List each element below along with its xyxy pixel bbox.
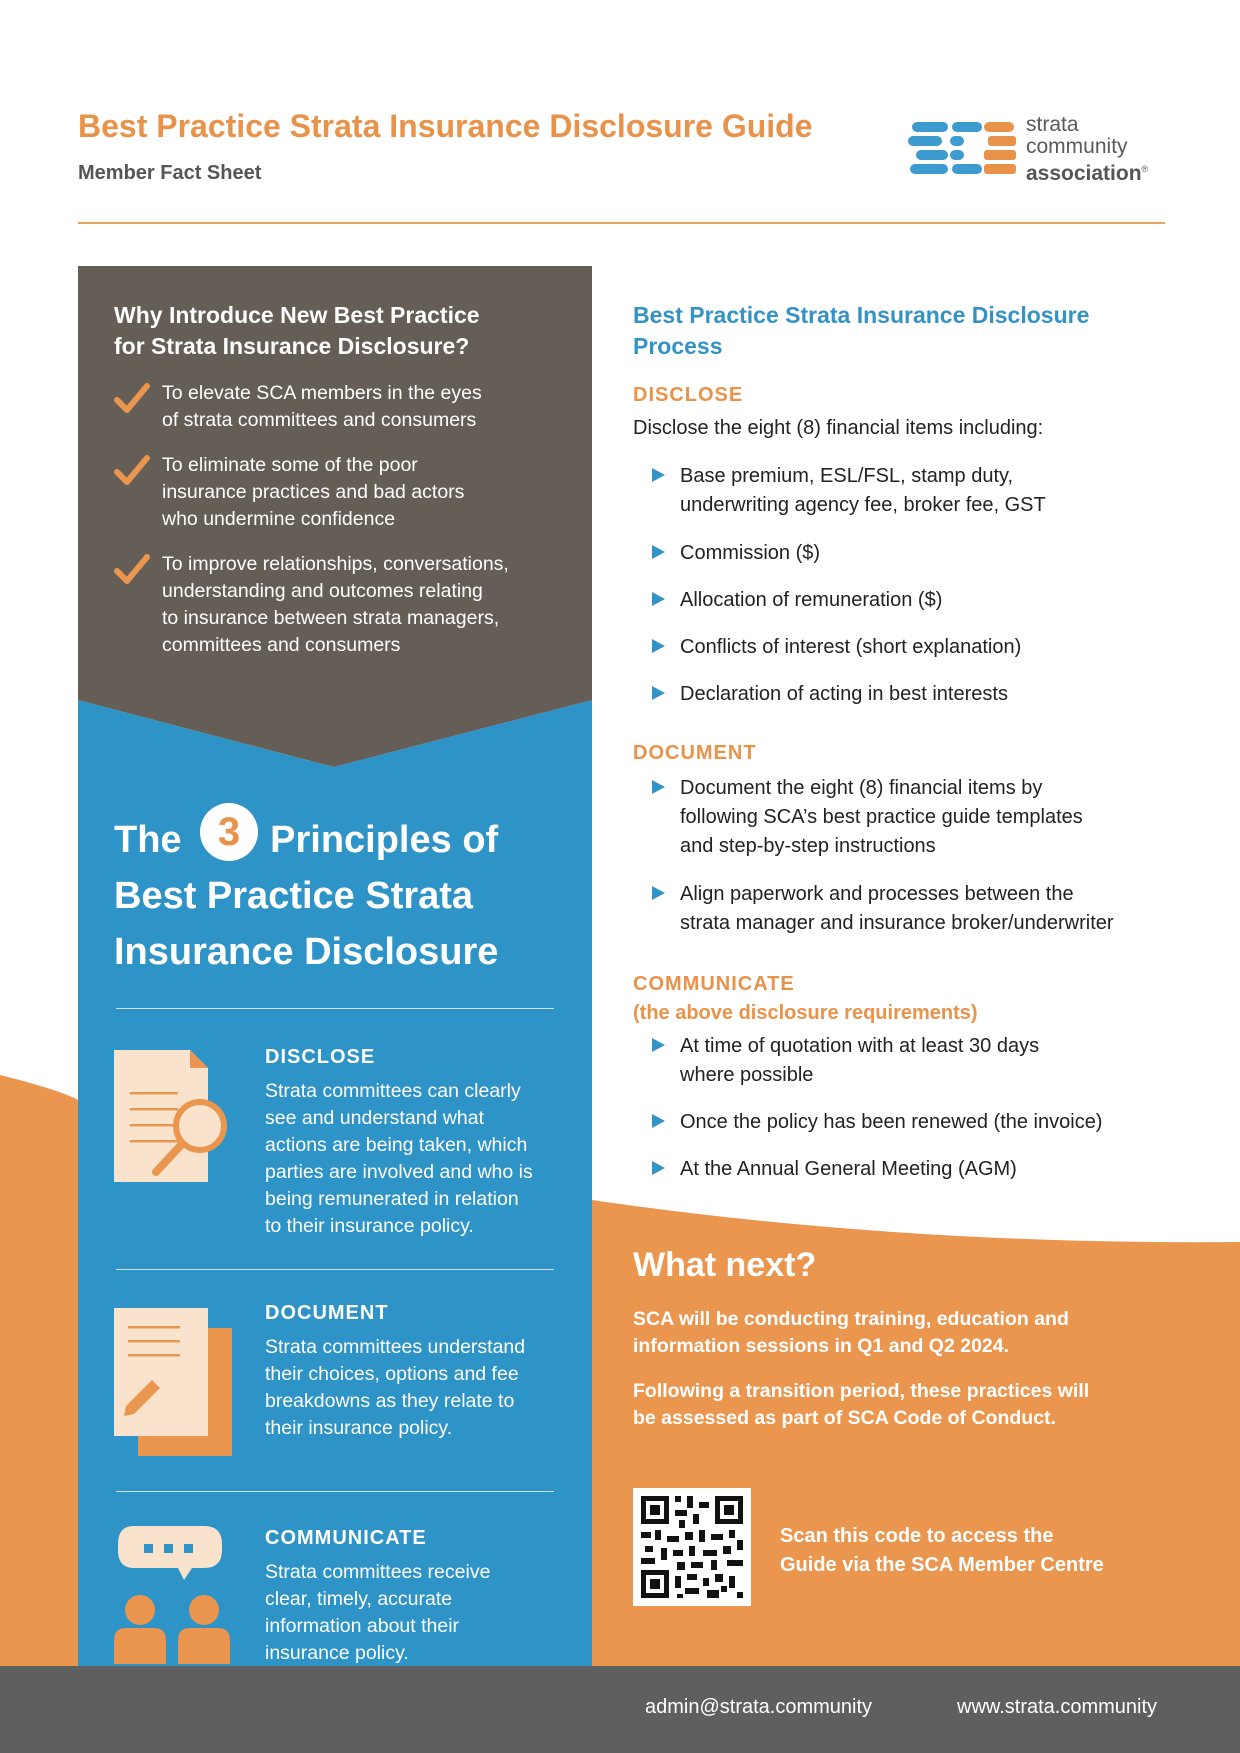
bullet-line: Base premium, ESL/FSL, stamp duty,	[680, 465, 1014, 487]
why-item-line: To elevate SCA members in the eyes	[162, 382, 482, 404]
bullet-line: and step-by-step instructions	[680, 835, 936, 857]
bullet-line: Allocation of remuneration ($)	[680, 589, 943, 611]
bullet-line: Conflicts of interest (short explanation)	[680, 636, 1022, 658]
principle-line: Strata committees understand	[265, 1336, 526, 1358]
principle-label-disclose: DISCLOSE	[265, 1046, 376, 1068]
document-search-icon	[112, 1048, 232, 1184]
principle-line: Strata committees can clearly	[265, 1080, 521, 1102]
principles-divider	[116, 1491, 554, 1492]
communicate-sublabel: (the above disclosure requirements)	[633, 1002, 978, 1024]
bullet-line: following SCA’s best practice guide templates	[680, 806, 1083, 828]
bullet-arrow-icon	[652, 886, 665, 900]
qr-caption-line: Guide via the SCA Member Centre	[780, 1554, 1104, 1576]
principle-line: information about their	[265, 1615, 460, 1637]
bullet-arrow-icon	[652, 1114, 665, 1128]
sca-logo	[908, 112, 1170, 184]
logo-line-1: strata	[1026, 113, 1079, 136]
principle-line: their choices, options and fee	[265, 1363, 519, 1385]
bullet-arrow-icon	[652, 639, 665, 653]
principle-line: clear, timely, accurate	[265, 1588, 453, 1610]
communicate-label: COMMUNICATE	[633, 973, 795, 995]
bullet-arrow-icon	[652, 545, 665, 559]
check-icon	[114, 382, 150, 416]
bullet-arrow-icon	[652, 1161, 665, 1175]
bullet-line: underwriting agency fee, broker fee, GST	[680, 494, 1046, 516]
principle-line: being remunerated in relation	[265, 1188, 519, 1210]
principles-title-line-3: Insurance Disclosure	[114, 931, 499, 973]
paragraph-line: information sessions in Q1 and Q2 2024.	[633, 1335, 1010, 1357]
why-heading-line-1: Why Introduce New Best Practice	[114, 302, 480, 328]
footer-email-link[interactable]: admin@strata.community	[645, 1696, 873, 1718]
why-item-line: of strata committees and consumers	[162, 409, 477, 431]
paragraph-line: be assessed as part of SCA Code of Conduct.	[633, 1407, 1056, 1429]
why-item-line: insurance practices and bad actors	[162, 481, 465, 503]
section-label-disclose: DISCLOSE	[633, 384, 744, 406]
bullet-arrow-icon	[652, 592, 665, 606]
logo-reg-mark: ®	[1141, 164, 1149, 174]
process-heading-line-1: Best Practice Strata Insurance Disclosure	[633, 302, 1090, 328]
check-icon	[114, 553, 150, 587]
bullet-arrow-icon	[652, 468, 665, 482]
page-subtitle: Member Fact Sheet	[78, 162, 262, 184]
principles-title-line-2: Best Practice Strata	[114, 875, 474, 917]
page-title: Best Practice Strata Insurance Disclosure Guide	[78, 108, 813, 144]
bullet-line: At time of quotation with at least 30 days	[680, 1035, 1040, 1057]
paragraph-line: Following a transition period, these practices will	[633, 1380, 1090, 1402]
qr-code[interactable]	[633, 1488, 751, 1606]
what-next-paragraph	[633, 1378, 1163, 1432]
principle-text-communicate	[265, 1559, 575, 1667]
principles-title-the: The	[114, 819, 182, 861]
footer-website-link[interactable]: www.strata.community	[957, 1696, 1158, 1718]
bullet-arrow-icon	[652, 780, 665, 794]
bullet-line: Document the eight (8) financial items by	[680, 777, 1043, 799]
principle-line: breakdowns as they relate to	[265, 1390, 515, 1412]
document-edit-icon	[112, 1306, 236, 1458]
people-chat-icon	[112, 1524, 236, 1664]
bullet-arrow-icon	[652, 1038, 665, 1052]
principle-line: see and understand what	[265, 1107, 484, 1129]
process-heading	[633, 300, 1153, 362]
principle-line: insurance policy.	[265, 1642, 409, 1664]
logo-line-2: community	[1026, 135, 1128, 158]
process-heading-line-2: Process	[633, 333, 723, 359]
principle-line: parties are involved and who is	[265, 1161, 533, 1183]
why-item-line: To eliminate some of the poor	[162, 454, 418, 476]
principles-title-rest: Principles of	[270, 819, 499, 861]
why-item-line: understanding and outcomes relating	[162, 580, 483, 602]
why-item-line: To improve relationships, conversations,	[162, 553, 509, 575]
disclose-intro: Disclose the eight (8) financial items including:	[633, 417, 1044, 439]
bullet-line: At the Annual General Meeting (AGM)	[680, 1158, 1017, 1180]
principle-text-document	[265, 1334, 575, 1442]
header-divider	[78, 222, 1165, 224]
bullet-line: strata manager and insurance broker/underwriter	[680, 912, 1114, 934]
principles-divider	[116, 1008, 554, 1009]
principle-line: their insurance policy.	[265, 1417, 453, 1439]
why-item-line: committees and consumers	[162, 634, 401, 656]
principles-divider	[116, 1269, 554, 1270]
principle-label-communicate: COMMUNICATE	[265, 1527, 427, 1549]
paragraph-line: SCA will be conducting training, education and	[633, 1308, 1069, 1330]
why-heading	[114, 300, 554, 362]
principle-text-disclose	[265, 1078, 575, 1240]
orange-wave-left	[0, 1075, 78, 1666]
bullet-line: Declaration of acting in best interests	[680, 683, 1008, 705]
section-label-document: DOCUMENT	[633, 742, 757, 764]
logo-line-3: association	[1026, 162, 1142, 185]
number-badge: 3	[200, 803, 258, 861]
qr-caption	[780, 1522, 1160, 1580]
what-next-paragraph	[633, 1306, 1163, 1360]
qr-caption-line: Scan this code to access the	[780, 1525, 1054, 1547]
why-heading-line-2: for Strata Insurance Disclosure?	[114, 333, 470, 359]
bullet-line: Commission ($)	[680, 542, 821, 564]
principle-label-document: DOCUMENT	[265, 1302, 389, 1324]
sca-logo-mark	[908, 116, 1018, 186]
principle-line: to their insurance policy.	[265, 1215, 474, 1237]
bullet-arrow-icon	[652, 686, 665, 700]
principle-line: actions are being taken, which	[265, 1134, 528, 1156]
bullet-line: Once the policy has been renewed (the invoice)	[680, 1111, 1103, 1133]
bullet-line: Align paperwork and processes between the	[680, 883, 1074, 905]
why-item-line: to insurance between strata managers,	[162, 607, 500, 629]
what-next-heading: What next?	[633, 1246, 817, 1284]
principles-title	[114, 812, 574, 980]
section-label-communicate	[633, 970, 978, 1028]
principle-line: Strata committees receive	[265, 1561, 491, 1583]
check-icon	[114, 454, 150, 488]
why-item-line: who undermine confidence	[162, 508, 396, 530]
bullet-line: where possible	[680, 1064, 814, 1086]
qr-code-icon	[633, 1488, 751, 1606]
